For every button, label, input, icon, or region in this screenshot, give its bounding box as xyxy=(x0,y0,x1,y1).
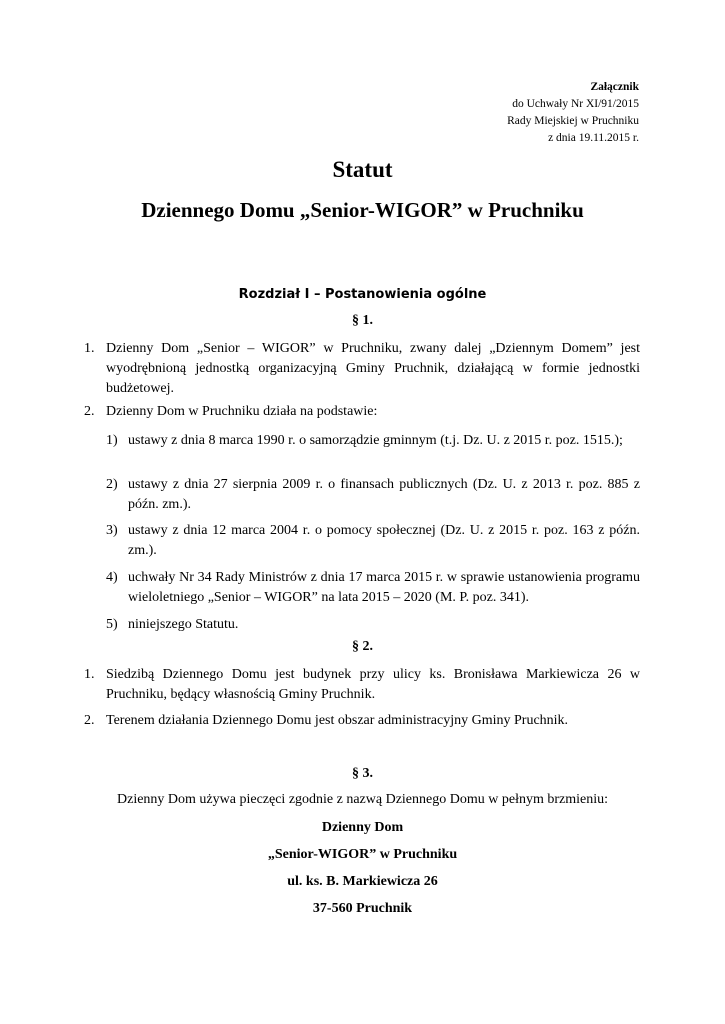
subitem-number: 1) xyxy=(106,433,118,448)
stamp-line-1: Dzienny Dom xyxy=(321,820,404,835)
stamp-line-2: „Senior-WIGOR” w Pruchniku xyxy=(267,847,458,862)
item-text: Dzienny Dom „Senior – WIGOR” w Pruchniku, zwany dalej „Dziennym Domem” jest wyodrębnioną jednostką organizacyjną Gminy Pruchnik, działającą w formie jednostki budżetowej. xyxy=(106,341,640,396)
subitem-text: niniejszego Statutu. xyxy=(128,617,239,632)
subitem-number: 5) xyxy=(106,617,118,632)
par2-item-2 xyxy=(84,711,640,731)
attachment-council: Rady Miejskiej w Pruchniku xyxy=(507,115,639,127)
stamp-intro-text: Dzienny Dom używa pieczęci zgodnie z nazwą Dziennego Domu w pełnym brzmieniu: xyxy=(117,792,608,807)
par2-item-1 xyxy=(84,665,640,705)
stamp-line-3: ul. ks. B. Markiewicza 26 xyxy=(287,874,438,889)
item-text: Siedzibą Dziennego Domu jest budynek przy ulicy ks. Bronisława Markiewicza 26 w Pruchniku, będący własnością Gminy Pruchnik. xyxy=(106,667,640,702)
item-number: 1. xyxy=(84,341,95,356)
attachment-title: Załącznik xyxy=(590,81,639,93)
subitem-text: ustawy z dnia 27 sierpnia 2009 r. o finansach publicznych (Dz. U. z 2013 r. poz. 885 z późn. zm.). xyxy=(128,477,640,512)
item-text: Terenem działania Dziennego Domu jest obszar administracyjny Gminy Pruchnik. xyxy=(106,713,569,728)
paragraph-2-heading: § 2. xyxy=(352,639,373,654)
par1-item-1 xyxy=(84,339,640,399)
chapter-heading: Rozdział I – Postanowienia ogólne xyxy=(238,287,487,302)
subitem-text: ustawy z dnia 12 marca 2004 r. o pomocy społecznej (Dz. U. z 2015 r. poz. 163 z późn. zm.). xyxy=(128,523,640,558)
par1-subitem-1 xyxy=(106,431,640,451)
par1-subitem-3 xyxy=(106,521,640,561)
paragraph-1-heading: § 1. xyxy=(352,313,373,328)
item-number: 2. xyxy=(84,713,95,728)
stamp-line-4: 37-560 Pruchnik xyxy=(312,901,413,916)
item-number: 1. xyxy=(84,667,95,682)
subitem-text: ustawy z dnia 8 marca 1990 r. o samorządzie gminnym (t.j. Dz. U. z 2015 r. poz. 1515.); xyxy=(128,433,623,448)
attachment-date: z dnia 19.11.2015 r. xyxy=(548,132,639,144)
document-subtitle: Dziennego Domu „Senior-WIGOR” w Pruchniku xyxy=(141,198,584,222)
item-text: Dzienny Dom w Pruchniku działa na podstawie: xyxy=(106,404,378,419)
item-number: 2. xyxy=(84,404,95,419)
par1-item-2 xyxy=(84,402,640,422)
subitem-number: 4) xyxy=(106,570,118,585)
document-title: Statut xyxy=(332,157,393,182)
par1-subitem-4 xyxy=(106,568,640,608)
attachment-resolution: do Uchwały Nr XI/91/2015 xyxy=(512,98,639,110)
par1-subitem-5 xyxy=(106,615,640,635)
subitem-number: 3) xyxy=(106,523,118,538)
subitem-text: uchwały Nr 34 Rady Ministrów z dnia 17 marca 2015 r. w sprawie ustanowienia programu wieloletniego „Senior – WIGOR” na lata 2015 – 2020 (M. P. poz. 341). xyxy=(128,570,640,605)
subitem-number: 2) xyxy=(106,477,118,492)
paragraph-3-heading: § 3. xyxy=(352,766,373,781)
par1-subitem-2 xyxy=(106,475,640,515)
